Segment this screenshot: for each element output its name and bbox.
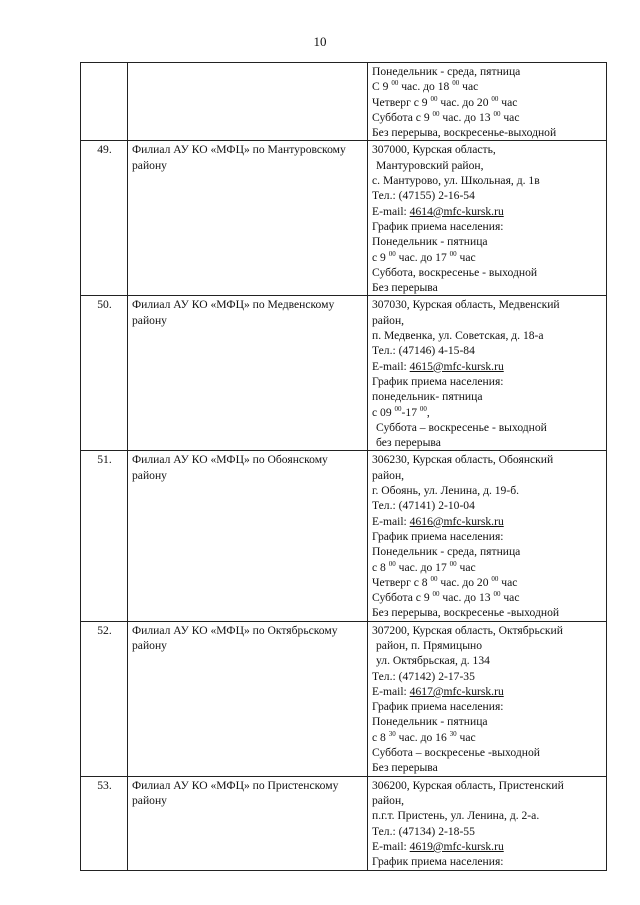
branch-details bbox=[368, 451, 607, 621]
branch-name: Филиал АУ КО «МФЦ» по Мантуровскому району bbox=[128, 141, 368, 296]
detail-text: час bbox=[498, 575, 518, 589]
detail-line bbox=[372, 483, 603, 498]
detail-text: E-mail: bbox=[372, 839, 410, 853]
detail-line bbox=[372, 188, 603, 203]
detail-line bbox=[372, 590, 603, 605]
detail-line bbox=[372, 95, 603, 110]
detail-line bbox=[372, 280, 603, 295]
detail-line bbox=[372, 669, 603, 684]
detail-line bbox=[372, 297, 603, 312]
detail-text: час. до 20 bbox=[437, 575, 492, 589]
detail-line bbox=[372, 173, 603, 188]
detail-line bbox=[372, 638, 603, 653]
table-row bbox=[81, 141, 607, 296]
time-minutes: 00 bbox=[452, 79, 460, 88]
time-minutes: 00 bbox=[391, 79, 399, 88]
detail-line bbox=[372, 64, 603, 79]
detail-line bbox=[372, 839, 603, 854]
branch-details bbox=[368, 63, 607, 141]
detail-text: 306230, Курская область, Обоянский bbox=[372, 453, 554, 467]
detail-line bbox=[372, 452, 603, 467]
detail-text: с 8 bbox=[372, 560, 389, 574]
branch-name: Филиал АУ КО «МФЦ» по Пристенскому району bbox=[128, 776, 368, 870]
branch-details bbox=[368, 776, 607, 870]
detail-text: График приема населения: bbox=[372, 374, 504, 388]
detail-text: Тел.: (47141) 2-10-04 bbox=[372, 499, 475, 513]
detail-line bbox=[372, 219, 603, 234]
detail-text: район, п. Прямицыно bbox=[376, 638, 482, 652]
time-minutes: 00 bbox=[449, 559, 457, 568]
row-number: 49. bbox=[81, 141, 128, 296]
detail-text: час bbox=[459, 80, 479, 94]
detail-text: Суббота, воскресенье - выходной bbox=[372, 265, 538, 279]
detail-line bbox=[372, 204, 603, 219]
detail-line bbox=[372, 760, 603, 775]
detail-line bbox=[372, 313, 603, 328]
detail-text: E-mail: bbox=[372, 514, 410, 528]
detail-text: Тел.: (47155) 2-16-54 bbox=[372, 189, 475, 203]
detail-line bbox=[372, 745, 603, 760]
detail-line bbox=[372, 110, 603, 125]
detail-line bbox=[372, 328, 603, 343]
detail-text: Тел.: (47134) 2-18-55 bbox=[372, 824, 475, 838]
detail-line bbox=[372, 79, 603, 94]
detail-line bbox=[372, 234, 603, 249]
detail-line bbox=[372, 158, 603, 173]
time-minutes: 00 bbox=[493, 590, 501, 599]
detail-line bbox=[372, 529, 603, 544]
detail-line bbox=[372, 142, 603, 157]
time-minutes: 00 bbox=[491, 574, 499, 583]
detail-text: График приема населения: bbox=[372, 855, 504, 869]
detail-text: Суббота – воскресенье - выходной bbox=[376, 420, 547, 434]
detail-line bbox=[372, 854, 603, 869]
detail-text: Понедельник - пятница bbox=[372, 235, 488, 249]
detail-text: час. до 17 bbox=[395, 250, 450, 264]
detail-text: С 9 bbox=[372, 80, 392, 94]
detail-line bbox=[372, 560, 603, 575]
detail-text: час bbox=[500, 110, 520, 124]
time-minutes: 00 bbox=[388, 249, 396, 258]
detail-line bbox=[372, 808, 603, 823]
time-minutes: 00 bbox=[388, 559, 396, 568]
table-row bbox=[81, 451, 607, 621]
email-link[interactable]: 4617@mfc-kursk.ru bbox=[409, 684, 504, 698]
email-link[interactable]: 4614@mfc-kursk.ru bbox=[409, 204, 504, 218]
time-minutes: 00 bbox=[432, 590, 440, 599]
detail-line bbox=[372, 125, 603, 140]
detail-text: час bbox=[500, 591, 520, 605]
table-row bbox=[81, 296, 607, 451]
detail-line bbox=[372, 420, 603, 435]
detail-text: час. до 16 bbox=[395, 730, 450, 744]
branch-name bbox=[128, 63, 368, 141]
time-minutes: 30 bbox=[449, 729, 457, 738]
detail-line bbox=[372, 730, 603, 745]
page-number: 10 bbox=[313, 34, 327, 49]
detail-text: Суббота – воскресенье -выходной bbox=[372, 746, 540, 760]
time-minutes: 00 bbox=[432, 109, 440, 118]
detail-text: без перерыва bbox=[376, 436, 441, 450]
row-number: 50. bbox=[81, 296, 128, 451]
detail-text: п.г.т. Пристень, ул. Ленина, д. 2-а. bbox=[372, 809, 540, 823]
branch-details bbox=[368, 621, 607, 776]
detail-text: E-mail: bbox=[372, 204, 410, 218]
detail-line bbox=[372, 793, 603, 808]
detail-text: 306200, Курская область, Пристенский bbox=[372, 778, 564, 792]
row-number bbox=[81, 63, 128, 141]
detail-text: час bbox=[498, 95, 518, 109]
detail-line bbox=[372, 653, 603, 668]
detail-line bbox=[372, 498, 603, 513]
table-body bbox=[81, 63, 607, 871]
detail-text: E-mail: bbox=[372, 684, 410, 698]
detail-line bbox=[372, 824, 603, 839]
detail-text: Суббота с 9 bbox=[372, 110, 433, 124]
detail-line bbox=[372, 514, 603, 529]
detail-text: 307200, Курская область, Октябрьский bbox=[372, 623, 563, 637]
detail-line bbox=[372, 250, 603, 265]
detail-text: ул. Октябрьская, д. 134 bbox=[376, 654, 490, 668]
table-row bbox=[81, 776, 607, 870]
detail-text: час. до 13 bbox=[439, 591, 494, 605]
detail-line bbox=[372, 544, 603, 559]
detail-line bbox=[372, 435, 603, 450]
detail-text: Мантуровский район, bbox=[376, 158, 484, 172]
email-link[interactable]: 4616@mfc-kursk.ru bbox=[409, 514, 504, 528]
detail-line bbox=[372, 405, 603, 420]
detail-line bbox=[372, 623, 603, 638]
detail-text: с 09 bbox=[372, 405, 395, 419]
time-minutes: 00 bbox=[419, 404, 427, 413]
detail-text: п. Медвенка, ул. Советская, д. 18-а bbox=[372, 329, 544, 343]
detail-text: 307030, Курская область, Медвенский bbox=[372, 298, 560, 312]
row-number: 51. bbox=[81, 451, 128, 621]
detail-text: час bbox=[456, 560, 476, 574]
detail-text: район, bbox=[372, 313, 405, 327]
time-minutes: 00 bbox=[394, 404, 402, 413]
detail-text: район, bbox=[372, 793, 405, 807]
email-link[interactable]: 4619@mfc-kursk.ru bbox=[409, 839, 504, 853]
branch-details bbox=[368, 141, 607, 296]
detail-text: час bbox=[456, 730, 476, 744]
detail-text: Тел.: (47142) 2-17-35 bbox=[372, 669, 475, 683]
detail-text: час bbox=[456, 250, 476, 264]
detail-text: График приема населения: bbox=[372, 219, 504, 233]
email-link[interactable]: 4615@mfc-kursk.ru bbox=[409, 359, 504, 373]
time-minutes: 00 bbox=[493, 109, 501, 118]
time-minutes: 00 bbox=[449, 249, 457, 258]
detail-line bbox=[372, 343, 603, 358]
branch-name: Филиал АУ КО «МФЦ» по Медвенскому району bbox=[128, 296, 368, 451]
time-minutes: 00 bbox=[430, 94, 438, 103]
detail-text: с 9 bbox=[372, 250, 389, 264]
detail-text: час. до 13 bbox=[439, 110, 494, 124]
detail-text: с 8 bbox=[372, 730, 389, 744]
detail-text: -17 bbox=[401, 405, 420, 419]
detail-text: E-mail: bbox=[372, 359, 410, 373]
detail-line bbox=[372, 699, 603, 714]
detail-text: Суббота с 9 bbox=[372, 591, 433, 605]
detail-line bbox=[372, 684, 603, 699]
time-minutes: 30 bbox=[388, 729, 396, 738]
detail-text: г. Обоянь, ул. Ленина, д. 19-б. bbox=[372, 484, 520, 498]
table-row bbox=[81, 621, 607, 776]
detail-text: , bbox=[426, 405, 430, 419]
time-minutes: 00 bbox=[430, 574, 438, 583]
branch-name: Филиал АУ КО «МФЦ» по Октябрьскому району bbox=[128, 621, 368, 776]
detail-text: Понедельник - среда, пятница bbox=[372, 545, 521, 559]
detail-text: Без перерыва, воскресенье -выходной bbox=[372, 606, 560, 620]
detail-line bbox=[372, 575, 603, 590]
detail-text: Без перерыва bbox=[372, 281, 438, 295]
branch-details bbox=[368, 296, 607, 451]
detail-line bbox=[372, 374, 603, 389]
branch-name: Филиал АУ КО «МФЦ» по Обоянскому району bbox=[128, 451, 368, 621]
detail-text: час. до 18 bbox=[398, 80, 453, 94]
mfc-branches-table bbox=[80, 62, 607, 871]
row-number: 52. bbox=[81, 621, 128, 776]
detail-text: район, bbox=[372, 468, 405, 482]
detail-line bbox=[372, 605, 603, 620]
detail-text: Четверг с 8 bbox=[372, 575, 431, 589]
table-row bbox=[81, 63, 607, 141]
detail-text: час. до 20 bbox=[437, 95, 492, 109]
detail-line bbox=[372, 265, 603, 280]
detail-line bbox=[372, 468, 603, 483]
detail-text: с. Мантурово, ул. Школьная, д. 1в bbox=[372, 174, 540, 188]
detail-line bbox=[372, 389, 603, 404]
detail-line bbox=[372, 714, 603, 729]
detail-text: Понедельник - пятница bbox=[372, 715, 488, 729]
detail-text: понедельник- пятница bbox=[372, 390, 483, 404]
detail-text: График приема населения: bbox=[372, 700, 504, 714]
detail-text: 307000, Курская область, bbox=[372, 143, 496, 157]
detail-text: Без перерыва, воскресенье-выходной bbox=[372, 126, 557, 140]
row-number: 53. bbox=[81, 776, 128, 870]
detail-line bbox=[372, 359, 603, 374]
detail-text: Четверг с 9 bbox=[372, 95, 431, 109]
detail-line bbox=[372, 778, 603, 793]
detail-text: час. до 17 bbox=[395, 560, 450, 574]
time-minutes: 00 bbox=[491, 94, 499, 103]
detail-text: График приема населения: bbox=[372, 529, 504, 543]
detail-text: Тел.: (47146) 4-15-84 bbox=[372, 344, 475, 358]
detail-text: Понедельник - среда, пятница bbox=[372, 65, 521, 78]
detail-text: Без перерыва bbox=[372, 761, 438, 775]
